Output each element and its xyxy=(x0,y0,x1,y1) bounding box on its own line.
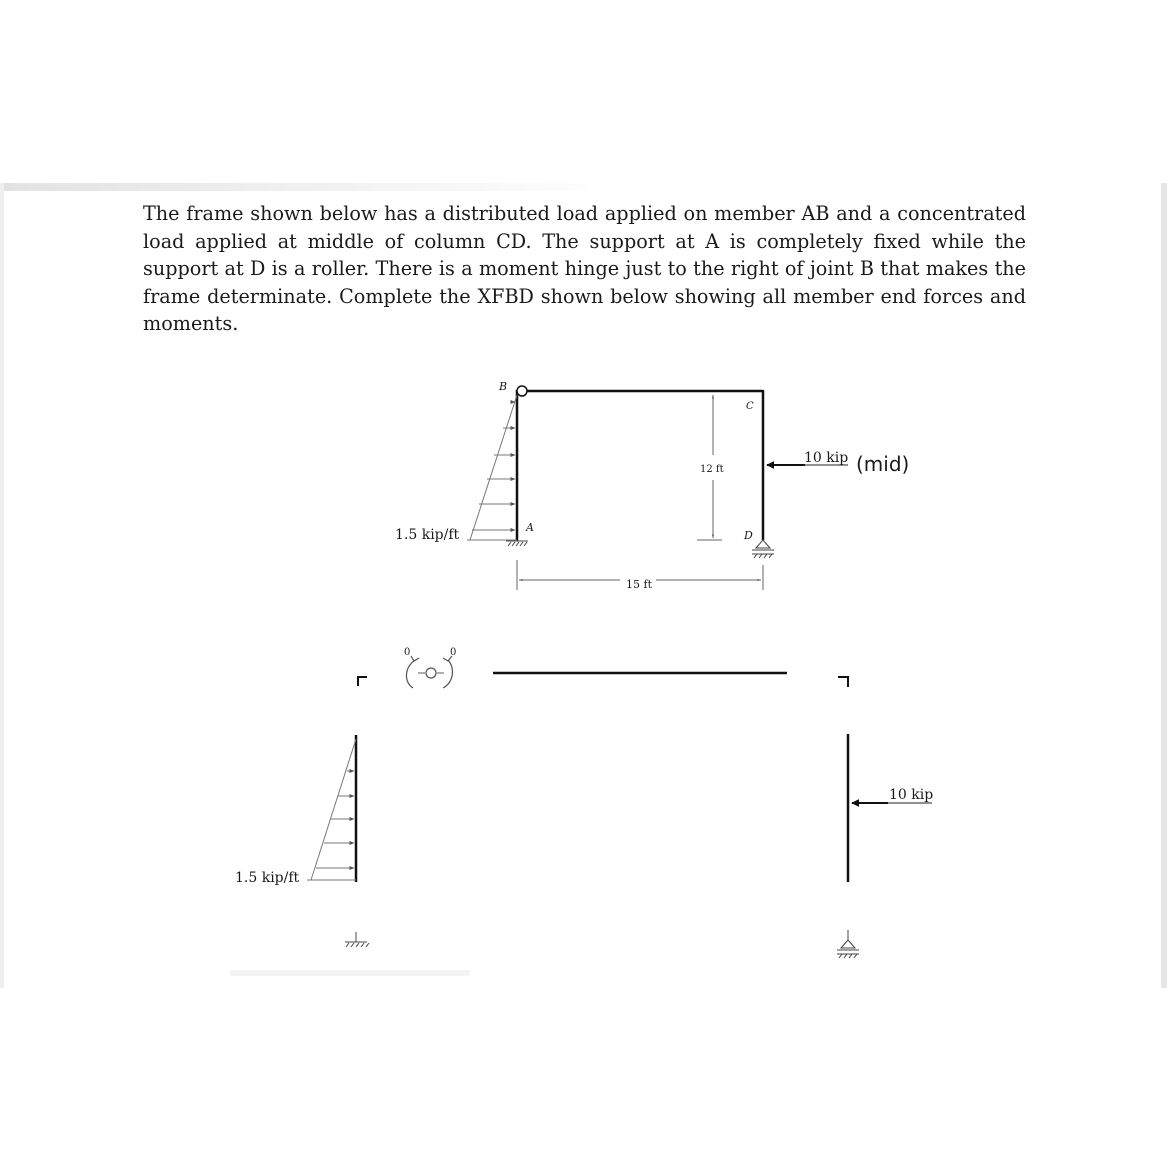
fixed-support-a-free-body xyxy=(345,932,369,947)
distributed-load-ab xyxy=(467,395,517,540)
joint-b-label: B xyxy=(499,380,508,393)
frame-figure xyxy=(395,380,909,591)
distributed-load-label: 1.5 kip/ft xyxy=(395,527,460,543)
problem-statement: The frame shown below has a distributed load applied on member AB and a concentrated load applied at middle of column CD. The support at A is completely fixed while the support at D is a roller. There is a moment hinge just to the right of joint B that makes the frame determinate. Complete the XFBD shown below showing all member end forces and moments. xyxy=(143,202,1026,335)
distributed-load-ab-free-body xyxy=(307,739,356,880)
joint-c-corner-mark xyxy=(838,677,848,687)
point-load-note: (mid) xyxy=(856,452,910,476)
hinge-free-body xyxy=(406,656,452,688)
xfbd-figure xyxy=(235,647,933,958)
fixed-support-a xyxy=(506,541,528,546)
joint-b-corner-mark xyxy=(358,677,367,686)
roller-support-d-free-body xyxy=(837,930,859,958)
joint-d-label: D xyxy=(744,529,753,542)
joint-c-label: C xyxy=(746,401,754,412)
hinge-moment-left: 0 xyxy=(404,647,411,658)
moment-hinge xyxy=(517,386,527,396)
roller-support-d xyxy=(752,540,774,558)
hinge-moment-right: 0 xyxy=(450,647,457,658)
height-label: 12 ft xyxy=(700,464,724,475)
joint-a-label: A xyxy=(526,521,534,534)
span-label: 15 ft xyxy=(626,578,652,591)
distributed-load-label-xfbd: 1.5 kip/ft xyxy=(235,870,300,886)
point-load-label: 10 kip xyxy=(804,450,849,466)
point-load-label-xfbd: 10 kip xyxy=(889,787,934,803)
